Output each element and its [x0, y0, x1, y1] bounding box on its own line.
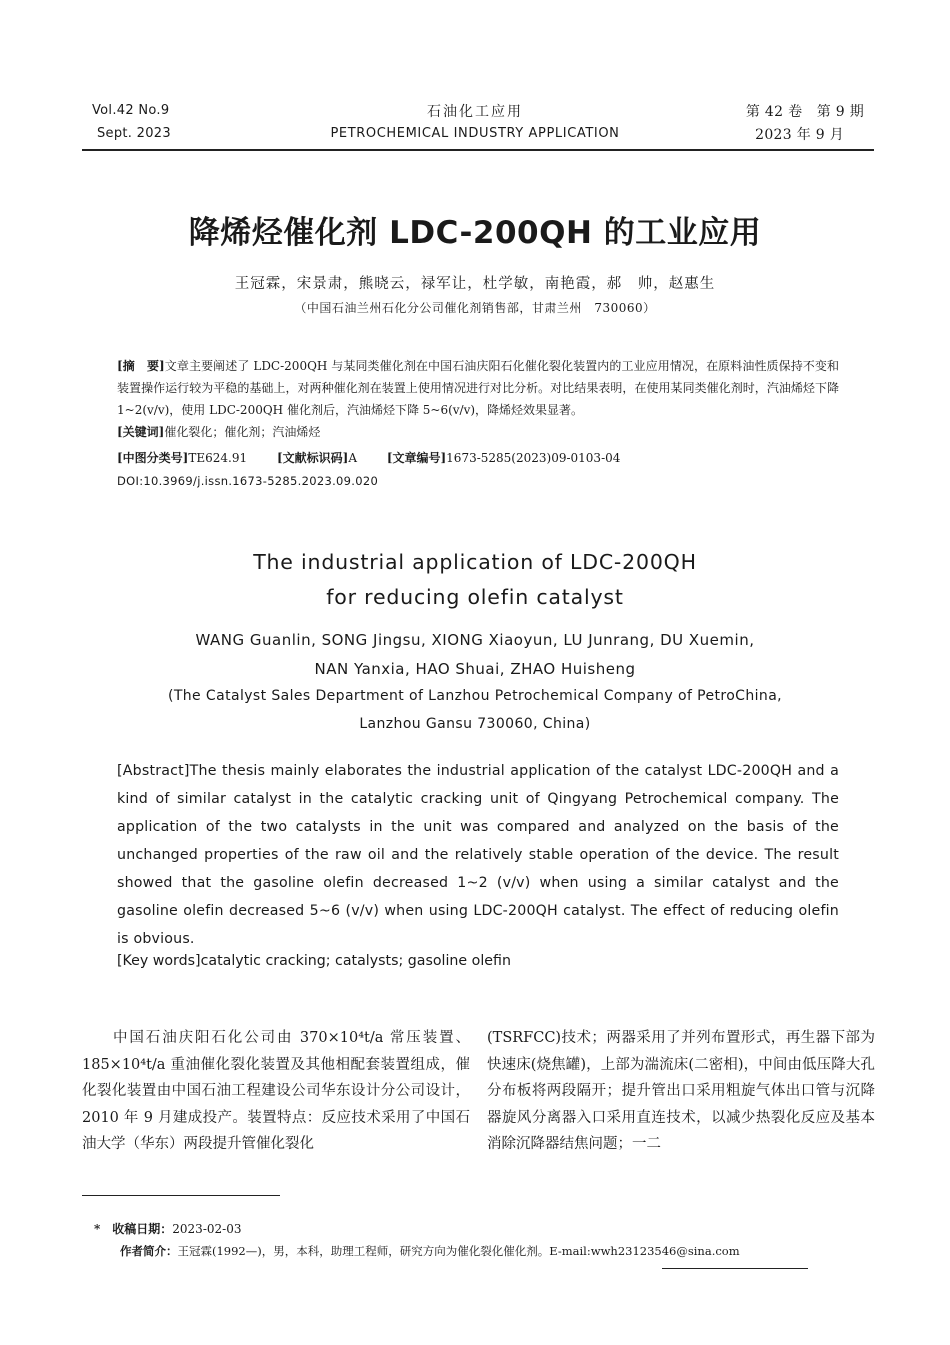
- keywords-cn-label: [关键词]: [117, 425, 165, 439]
- title-en-line1: The industrial application of LDC-200QH: [253, 550, 697, 574]
- footnote-underline: [662, 1268, 808, 1269]
- authors-en-line2: NAN Yanxia, HAO Shuai, ZHAO Huisheng: [314, 660, 636, 678]
- article-no-value: 1673-5285(2023)09-0103-04: [446, 451, 621, 465]
- affiliation-en-line1: (The Catalyst Sales Department of Lanzhou Petrochemical Company of PetroChina,: [167, 688, 783, 704]
- page-title: 降烯烃催化剂 LDC-200QH 的工业应用: [188, 215, 762, 251]
- authors-en-line1: WANG Guanlin, SONG Jingsu, XIONG Xiaoyun, LU Junrang, DU Xuemin,: [195, 631, 755, 649]
- title-en-line2: for reducing olefin catalyst: [326, 585, 624, 609]
- title-en: [0, 545, 950, 615]
- authors-cn: 王冠霖，宋景肃，熊晓云，禄军让，杜学敏，南艳霞，郝 帅，赵惠生: [234, 276, 716, 292]
- keywords-en-line: [117, 953, 511, 969]
- clc-label: [中图分类号]: [117, 451, 189, 465]
- keywords-en-label: [Key words]: [117, 953, 201, 969]
- clc-value: TE624.91: [188, 451, 248, 465]
- doc-code-value: A: [348, 451, 357, 465]
- affiliation-en: [0, 682, 950, 738]
- journal-title-en: PETROCHEMICAL INDUSTRY APPLICATION: [330, 126, 620, 141]
- footnote-rule: [82, 1195, 280, 1196]
- abstract-en: [117, 757, 839, 953]
- doc-code-label: [文献标识码]: [276, 451, 349, 465]
- received-value: 2023-02-03: [172, 1222, 242, 1236]
- body-column-left: 中国石油庆阳石化公司由 370×10⁴t/a 常压装置、185×10⁴t/a 重油催化裂化装置及其他相配套装置组成，催化裂化装置由中国石油工程建设公司华东设计分公司设计，2010 年 9 月建成投产。装置特点：反应技术采用了中国石油大学（华东）两段提升管催化裂化: [82, 1030, 470, 1152]
- author-bio: [120, 1243, 740, 1259]
- date-cn: 2023 年 9 月: [755, 127, 844, 143]
- abstract-en-text: The thesis mainly elaborates the industrial application of the catalyst LDC-200QH and a kind of similar catalyst in the catalytic cracking unit of Qingyang Petrochemical company. The application of the two catalysts in the unit was compared and analyzed on the basis of the unchanged properties of the raw oil and the relatively stable operation of the device. The result showed that the gasoline olefin decreased 1~2 (v/v) when using a similar catalyst and the gasoline olefin decreased 5~6 (v/v) when using LDC-200QH catalyst. The effect of reducing olefin is obvious.: [117, 763, 839, 947]
- abstract-cn-text: 文章主要阐述了 LDC-200QH 与某同类催化剂在中国石油庆阳石化催化裂化装置内的工业应用情况，在原料油性质保持不变和装置操作运行较为平稳的基础上，对两种催化剂在装置上使用情况进行对比分析。对比结果表明，在使用某同类催化剂时，汽油烯烃下降 1~2(v/v)，使用 LDC-200QH 催化剂后，汽油烯烃下降 5~6(v/v)，降烯烃效果显著。: [117, 359, 839, 417]
- author-bio-label: 作者简介：: [120, 1244, 178, 1258]
- abstract-cn: [117, 355, 839, 443]
- classification-line: [117, 449, 646, 466]
- received-date: [94, 1220, 241, 1237]
- journal-title-cn: 石油化工应用: [427, 104, 523, 120]
- keywords-cn: 催化裂化；催化剂；汽油烯烃: [164, 425, 321, 439]
- affiliation-en-line2: Lanzhou Gansu 730060, China): [359, 716, 591, 732]
- doi: DOI:10.3969/j.issn.1673-5285.2023.09.020: [117, 474, 379, 488]
- body-column-right: (TSRFCC)技术；两器采用了并列布置形式，再生器下部为快速床(烧焦罐)，上部为湍流床(二密相)，中间由低压降大孔分布板将两段隔开；提升管出口采用粗旋气体出口管与沉降器旋风分离器入口采用直连技术，以减少热裂化反应及基本消除沉降器结焦问题；一二: [487, 1030, 875, 1152]
- abstract-en-label: [Abstract]: [117, 763, 190, 779]
- volume-en: Vol.42 No.9: [92, 103, 170, 118]
- date-en: Sept. 2023: [97, 126, 171, 141]
- received-label: * 收稿日期：: [94, 1222, 173, 1236]
- volume-cn: 第 42 卷 第 9 期: [745, 104, 864, 120]
- keywords-en: catalytic cracking; catalysts; gasoline olefin: [200, 953, 511, 969]
- author-bio-text: 王冠霖(1992—)，男，本科，助理工程师，研究方向为催化裂化催化剂。E-mail:wwh23123546@sina.com: [177, 1244, 740, 1258]
- affiliation-cn: （中国石油兰州石化分公司催化剂销售部，甘肃兰州 730060）: [294, 301, 656, 315]
- authors-en: [0, 626, 950, 684]
- article-no-label: [文章编号]: [386, 451, 447, 465]
- abstract-cn-label: [摘 要]: [117, 359, 165, 373]
- header-rule: [82, 149, 874, 151]
